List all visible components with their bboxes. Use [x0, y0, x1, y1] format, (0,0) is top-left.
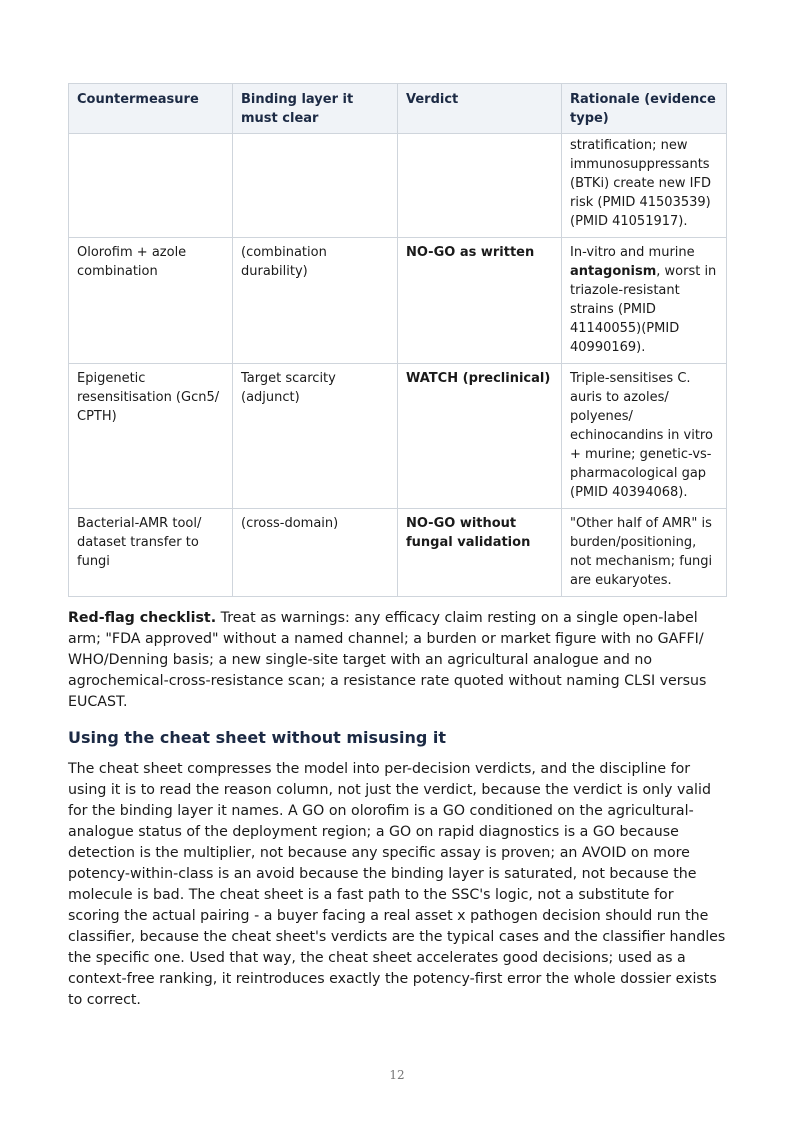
table-row: [69, 238, 727, 364]
rationale-emphasis: antagonism: [570, 264, 657, 279]
rationale-text: , worst in triazole-resistant strains (PMID 41140055)(PMID 40990169).: [570, 264, 717, 355]
header-countermeasure: Countermeasure: [69, 84, 233, 134]
section-body: The cheat sheet compresses the model into per-decision verdicts, and the discipline for using it is to read the reason column, not just the verdict, because the verdict is only valid for the binding layer it names. A GO on olorofim is a GO conditioned on the agricultural-analogue status of the deployment region; a GO on rapid diagnostics is a GO because detection is the multiplier, not because any specific assay is proven; an AVOID on more potency-within-class is an avoid because the binding layer is saturated, not because the molecule is bad. The cheat sheet is a fast path to the SSC's logic, not a substitute for scoring the actual pairing - a buyer facing a real asset x pathogen decision should run the classifier, because the cheat sheet's verdicts are the typical cases and the classifier handles the specific one. Used that way, the cheat sheet accelerates good decisions; used as a context-free ranking, it reintroduces exactly the potency-first error the whole dossier exists to correct.: [68, 761, 726, 1008]
verdict-cell: WATCH (preclinical): [398, 364, 562, 509]
red-flag-paragraph: [68, 608, 726, 713]
header-verdict: Verdict: [398, 84, 562, 134]
table-cell: [233, 134, 398, 238]
countermeasure-cell: Bacterial-AMR tool/ dataset transfer to fungi: [69, 509, 233, 597]
header-rationale: Rationale (evidence type): [562, 84, 727, 134]
verdict-cell: NO-GO without fungal validation: [398, 509, 562, 597]
verdict-cell: NO-GO as written: [398, 238, 562, 364]
red-flag-label: Red-flag checklist.: [68, 610, 217, 626]
header-binding-layer: Binding layer it must clear: [233, 84, 398, 134]
rationale-cell: Triple-sensitises C. auris to azoles/ polyenes/ echinocandins in vitro + murine; genetic-vs-pharmacological gap (PMID 40394068).: [562, 364, 727, 509]
binding-layer-cell: Target scarcity (adjunct): [233, 364, 398, 509]
rationale-cell: "Other half of AMR" is burden/positioning, not mechanism; fungi are eukaryotes.: [562, 509, 727, 597]
binding-layer-cell: (cross-domain): [233, 509, 398, 597]
section-heading: Using the cheat sheet without misusing it: [68, 728, 446, 747]
table-row: [69, 134, 727, 238]
rationale-cell: stratification; new immunosuppressants (BTKi) create new IFD risk (PMID 41503539) (PMID 41051917).: [562, 134, 727, 238]
table-cell: [398, 134, 562, 238]
table-row: [69, 364, 727, 509]
rationale-cell: [562, 238, 727, 364]
countermeasure-table: [68, 83, 727, 597]
countermeasure-cell: Epigenetic resensitisation (Gcn5/ CPTH): [69, 364, 233, 509]
table-cell: [69, 134, 233, 238]
table-header-row: [69, 84, 727, 134]
binding-layer-cell: (combination durability): [233, 238, 398, 364]
page-content: [68, 83, 726, 1011]
red-flag-text: Treat as warnings: any efficacy claim resting on a single open-label arm; "FDA approved" without a named channel; a burden or market figure with no GAFFI/ WHO/Denning basis; a new single-site target with an agricultural analogue and no agrochemical-cross-resistance scan; a resistance rate quoted without naming CLSI versus EUCAST.: [68, 610, 707, 710]
rationale-text: In-vitro and murine: [570, 245, 695, 260]
table-row: [69, 509, 727, 597]
countermeasure-cell: Olorofim + azole combination: [69, 238, 233, 364]
page-number: 12: [389, 1068, 405, 1082]
